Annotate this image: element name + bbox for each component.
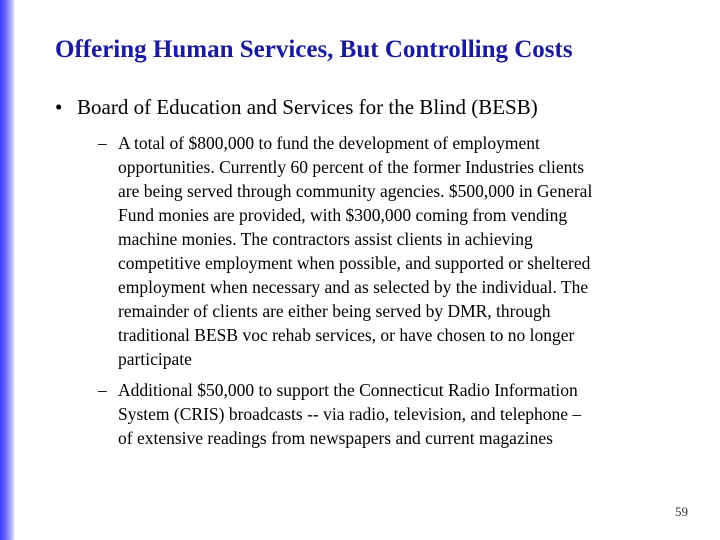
text-line: Fund monies are provided, with $300,000 coming from vending bbox=[118, 205, 568, 225]
text-line: participate bbox=[118, 349, 192, 369]
slide-title: Offering Human Services, But Controlling Costs bbox=[55, 36, 573, 63]
sub-bullet-text bbox=[118, 131, 592, 371]
main-bullet-text: Board of Education and Services for the Blind (BESB) bbox=[77, 95, 538, 119]
text-line: Additional $50,000 to support the Connecticut Radio Information bbox=[118, 380, 578, 400]
main-bullet bbox=[55, 94, 538, 120]
text-line: employment when necessary and as selected by the individual. The bbox=[118, 277, 589, 297]
text-line: of extensive readings from newspapers and current magazines bbox=[118, 428, 553, 448]
text-line: are being served through community agencies. $500,000 in General bbox=[118, 181, 593, 201]
text-line: remainder of clients are either being served by DMR, through bbox=[118, 301, 551, 321]
left-accent-bar bbox=[0, 0, 14, 540]
text-line: traditional BESB voc rehab services, or have chosen to no longer bbox=[118, 325, 575, 345]
sub-bullet-text bbox=[118, 378, 581, 450]
bullet-icon: • bbox=[55, 95, 63, 119]
text-line: machine monies. The contractors assist clients in achieving bbox=[118, 229, 533, 249]
text-line: System (CRIS) broadcasts -- via radio, television, and telephone – bbox=[118, 404, 582, 424]
dash-icon: – bbox=[98, 133, 107, 153]
text-line: opportunities. Currently 60 percent of the former Industries clients bbox=[118, 157, 585, 177]
text-line: competitive employment when possible, and supported or sheltered bbox=[118, 253, 591, 273]
page-number: 59 bbox=[675, 504, 688, 519]
dash-icon: – bbox=[98, 380, 107, 400]
text-line: A total of $800,000 to fund the development of employment bbox=[118, 133, 540, 153]
